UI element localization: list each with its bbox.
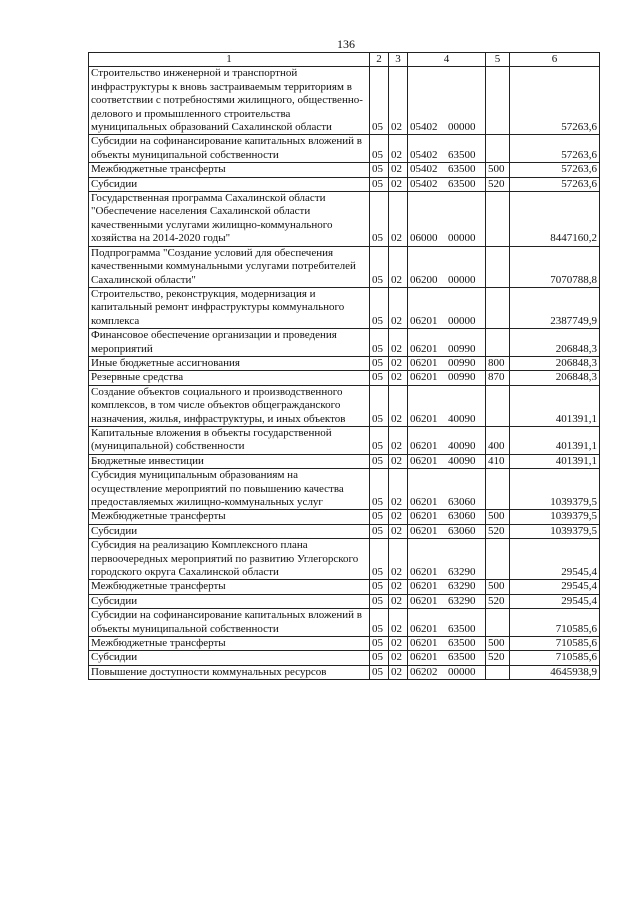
row-target-code xyxy=(408,609,486,637)
row-target-code-program: 06000 xyxy=(410,232,438,245)
table-row xyxy=(89,192,600,247)
table-row xyxy=(89,246,600,287)
row-target-code-program: 06201 xyxy=(410,651,438,664)
row-target-code-program: 06200 xyxy=(410,273,438,286)
row-expense-type: 870 xyxy=(486,371,510,385)
row-amount: 401391,1 xyxy=(510,385,600,426)
row-target-code-item: 00000 xyxy=(448,273,476,286)
budget-table xyxy=(88,52,600,680)
row-target-code-program: 06201 xyxy=(410,454,438,467)
row-expense-type: 520 xyxy=(486,594,510,608)
row-subsection: 02 xyxy=(389,426,408,454)
row-target-code xyxy=(408,665,486,679)
row-subsection: 02 xyxy=(389,246,408,287)
row-target-code xyxy=(408,651,486,665)
row-name: Финансовое обеспечение организации и проведения мероприятий xyxy=(89,329,370,357)
row-subsection: 02 xyxy=(389,67,408,135)
row-section: 05 xyxy=(370,67,389,135)
row-amount: 4645938,9 xyxy=(510,665,600,679)
row-target-code-item: 00000 xyxy=(448,121,476,134)
row-section: 05 xyxy=(370,594,389,608)
row-target-code xyxy=(408,192,486,247)
row-amount: 2387749,9 xyxy=(510,287,600,328)
row-name: Межбюджетные трансферты xyxy=(89,163,370,177)
row-target-code-program: 05402 xyxy=(410,148,438,161)
row-target-code-program: 06201 xyxy=(410,524,438,537)
row-section: 05 xyxy=(370,287,389,328)
table-header-row xyxy=(89,53,600,67)
row-target-code-item: 00990 xyxy=(448,342,476,355)
row-name: Субсидии xyxy=(89,594,370,608)
row-amount: 57263,6 xyxy=(510,135,600,163)
column-header-3: 3 xyxy=(389,53,408,67)
row-section: 05 xyxy=(370,385,389,426)
row-target-code-program: 06201 xyxy=(410,594,438,607)
table-row xyxy=(89,609,600,637)
row-name: Создание объектов социального и производственного комплексов, в том числе объектов общегражданского назначения, жилья, инфраструктуры, и иных объектов xyxy=(89,385,370,426)
row-subsection: 02 xyxy=(389,192,408,247)
row-expense-type xyxy=(486,665,510,679)
row-name: Субсидии xyxy=(89,177,370,191)
row-target-code-program: 06201 xyxy=(410,566,438,579)
row-name: Строительство инженерной и транспортной инфраструктуры к вновь застраиваемым территориям в соответствии с потребностями жилищного, общественно-делового и промышленного строительства муниципальных образований Сахалинской области xyxy=(89,67,370,135)
row-target-code-item: 63500 xyxy=(448,651,476,664)
row-subsection: 02 xyxy=(389,594,408,608)
row-target-code-item: 63500 xyxy=(448,622,476,635)
row-amount: 1039379,5 xyxy=(510,524,600,538)
row-amount: 57263,6 xyxy=(510,163,600,177)
row-name: Строительство, реконструкция, модернизация и капитальный ремонт инфраструктуры коммунального комплекса xyxy=(89,287,370,328)
column-header-6: 6 xyxy=(510,53,600,67)
row-name: Иные бюджетные ассигнования xyxy=(89,356,370,370)
row-subsection: 02 xyxy=(389,177,408,191)
table-row xyxy=(89,665,600,679)
row-target-code-item: 63290 xyxy=(448,566,476,579)
row-expense-type: 500 xyxy=(486,637,510,651)
row-section: 05 xyxy=(370,163,389,177)
row-target-code-item: 00990 xyxy=(448,356,476,369)
row-subsection: 02 xyxy=(389,609,408,637)
row-target-code xyxy=(408,163,486,177)
row-expense-type xyxy=(486,287,510,328)
row-amount: 29545,4 xyxy=(510,539,600,580)
row-target-code-program: 06201 xyxy=(410,356,438,369)
row-target-code-program: 06201 xyxy=(410,412,438,425)
row-target-code xyxy=(408,510,486,524)
row-target-code-program: 06201 xyxy=(410,314,438,327)
row-expense-type: 520 xyxy=(486,177,510,191)
row-amount: 206848,3 xyxy=(510,356,600,370)
row-target-code-item: 40090 xyxy=(448,440,476,453)
row-target-code-program: 06201 xyxy=(410,622,438,635)
row-amount: 57263,6 xyxy=(510,67,600,135)
row-section: 05 xyxy=(370,651,389,665)
row-amount: 206848,3 xyxy=(510,371,600,385)
row-subsection: 02 xyxy=(389,580,408,594)
row-target-code-program: 06201 xyxy=(410,371,438,384)
row-name: Межбюджетные трансферты xyxy=(89,510,370,524)
table-row xyxy=(89,371,600,385)
row-target-code-item: 63060 xyxy=(448,496,476,508)
column-header-2: 2 xyxy=(370,53,389,67)
row-target-code-program: 05402 xyxy=(410,163,438,176)
table-row xyxy=(89,469,600,510)
row-amount: 7070788,8 xyxy=(510,246,600,287)
row-expense-type xyxy=(486,469,510,510)
table-row xyxy=(89,454,600,468)
row-target-code-item: 40090 xyxy=(448,412,476,425)
row-target-code xyxy=(408,356,486,370)
row-target-code-item: 40090 xyxy=(448,454,476,467)
row-name: Бюджетные инвестиции xyxy=(89,454,370,468)
row-section: 05 xyxy=(370,356,389,370)
row-target-code-item: 63500 xyxy=(448,148,476,161)
row-subsection: 02 xyxy=(389,135,408,163)
row-target-code-program: 06201 xyxy=(410,637,438,650)
row-section: 05 xyxy=(370,510,389,524)
row-name: Субсидии на софинансирование капитальных вложений в объекты муниципальной собственности xyxy=(89,609,370,637)
row-expense-type xyxy=(486,539,510,580)
row-target-code xyxy=(408,594,486,608)
row-amount: 29545,4 xyxy=(510,594,600,608)
table-row xyxy=(89,539,600,580)
row-section: 05 xyxy=(370,539,389,580)
row-target-code-program: 05402 xyxy=(410,177,438,190)
row-target-code-item: 00000 xyxy=(448,314,476,327)
row-section: 05 xyxy=(370,580,389,594)
row-target-code-program: 06201 xyxy=(410,440,438,453)
row-target-code xyxy=(408,67,486,135)
row-target-code xyxy=(408,580,486,594)
row-target-code xyxy=(408,135,486,163)
row-subsection: 02 xyxy=(389,524,408,538)
table-row xyxy=(89,510,600,524)
row-section: 05 xyxy=(370,135,389,163)
row-target-code-item: 63500 xyxy=(448,163,476,176)
row-expense-type xyxy=(486,609,510,637)
row-target-code-program: 06202 xyxy=(410,665,438,678)
row-expense-type xyxy=(486,385,510,426)
row-section: 05 xyxy=(370,192,389,247)
row-amount: 206848,3 xyxy=(510,329,600,357)
row-name: Субсидия на реализацию Комплексного плана первоочередных мероприятий по развитию Углегорского городского округа Сахалинской области xyxy=(89,539,370,580)
row-expense-type xyxy=(486,246,510,287)
row-target-code xyxy=(408,426,486,454)
row-amount: 57263,6 xyxy=(510,177,600,191)
row-amount: 710585,6 xyxy=(510,609,600,637)
row-target-code-program: 05402 xyxy=(410,121,438,134)
row-name: Капитальные вложения в объекты государственной (муниципальной) собственности xyxy=(89,426,370,454)
row-expense-type: 500 xyxy=(486,580,510,594)
table-row xyxy=(89,637,600,651)
table-row xyxy=(89,594,600,608)
row-subsection: 02 xyxy=(389,329,408,357)
row-amount: 710585,6 xyxy=(510,651,600,665)
row-subsection: 02 xyxy=(389,651,408,665)
row-expense-type: 520 xyxy=(486,651,510,665)
row-name: Межбюджетные трансферты xyxy=(89,580,370,594)
row-amount: 29545,4 xyxy=(510,580,600,594)
table-row xyxy=(89,67,600,135)
row-amount: 401391,1 xyxy=(510,454,600,468)
row-name: Межбюджетные трансферты xyxy=(89,637,370,651)
row-section: 05 xyxy=(370,665,389,679)
table-row xyxy=(89,356,600,370)
column-header-5: 5 xyxy=(486,53,510,67)
row-expense-type xyxy=(486,67,510,135)
row-target-code xyxy=(408,371,486,385)
row-target-code-program: 06201 xyxy=(410,496,438,508)
row-subsection: 02 xyxy=(389,287,408,328)
row-target-code xyxy=(408,524,486,538)
row-name: Субсидии xyxy=(89,524,370,538)
row-expense-type: 410 xyxy=(486,454,510,468)
row-subsection: 02 xyxy=(389,469,408,510)
table-row xyxy=(89,651,600,665)
row-target-code-item: 00990 xyxy=(448,371,476,384)
row-target-code-item: 63290 xyxy=(448,594,476,607)
row-name: Подпрограмма "Создание условий для обеспечения качественными коммунальными услугами потребителей Сахалинской области" xyxy=(89,246,370,287)
row-expense-type xyxy=(486,192,510,247)
row-target-code-program: 06201 xyxy=(410,342,438,355)
row-subsection: 02 xyxy=(389,356,408,370)
row-target-code xyxy=(408,246,486,287)
table-row xyxy=(89,163,600,177)
row-expense-type: 520 xyxy=(486,524,510,538)
row-target-code xyxy=(408,177,486,191)
row-amount: 8447160,2 xyxy=(510,192,600,247)
row-expense-type xyxy=(486,329,510,357)
row-target-code xyxy=(408,539,486,580)
budget-table-body xyxy=(89,53,600,680)
table-row xyxy=(89,177,600,191)
row-section: 05 xyxy=(370,524,389,538)
row-amount: 1039379,5 xyxy=(510,510,600,524)
row-target-code xyxy=(408,329,486,357)
row-target-code xyxy=(408,385,486,426)
row-amount: 1039379,5 xyxy=(510,469,600,510)
row-target-code xyxy=(408,637,486,651)
row-section: 05 xyxy=(370,329,389,357)
row-name: Субсидии xyxy=(89,651,370,665)
row-subsection: 02 xyxy=(389,454,408,468)
table-row xyxy=(89,385,600,426)
table-row xyxy=(89,580,600,594)
row-name: Субсидии на софинансирование капитальных вложений в объекты муниципальной собственности xyxy=(89,135,370,163)
row-name: Субсидия муниципальным образованиям на осуществление мероприятий по повышению качества предоставляемых жилищно-коммунальных услуг xyxy=(89,469,370,510)
row-section: 05 xyxy=(370,246,389,287)
row-expense-type: 400 xyxy=(486,426,510,454)
column-header-4: 4 xyxy=(408,53,486,67)
row-section: 05 xyxy=(370,371,389,385)
row-expense-type: 500 xyxy=(486,510,510,524)
table-row xyxy=(89,329,600,357)
row-subsection: 02 xyxy=(389,371,408,385)
row-section: 05 xyxy=(370,426,389,454)
row-section: 05 xyxy=(370,469,389,510)
row-target-code-program: 06201 xyxy=(410,580,438,593)
row-section: 05 xyxy=(370,609,389,637)
table-row xyxy=(89,135,600,163)
row-section: 05 xyxy=(370,637,389,651)
row-target-code-item: 63500 xyxy=(448,177,476,190)
row-subsection: 02 xyxy=(389,665,408,679)
row-target-code-item: 00000 xyxy=(448,665,476,678)
table-row xyxy=(89,524,600,538)
row-subsection: 02 xyxy=(389,510,408,524)
row-target-code-item: 63500 xyxy=(448,637,476,650)
page-number: 136 xyxy=(337,37,355,51)
row-target-code xyxy=(408,469,486,510)
row-expense-type xyxy=(486,135,510,163)
row-section: 05 xyxy=(370,454,389,468)
row-subsection: 02 xyxy=(389,163,408,177)
row-target-code-item: 63060 xyxy=(448,524,476,537)
row-amount: 401391,1 xyxy=(510,426,600,454)
row-amount: 710585,6 xyxy=(510,637,600,651)
row-target-code-item: 63290 xyxy=(448,580,476,593)
row-name: Государственная программа Сахалинской области "Обеспечение населения Сахалинской области качественными услугами жилищно-коммунального хозяйства на 2014-2020 годы" xyxy=(89,192,370,247)
row-name: Повышение доступности коммунальных ресурсов xyxy=(89,665,370,679)
row-section: 05 xyxy=(370,177,389,191)
row-expense-type: 800 xyxy=(486,356,510,370)
row-name: Резервные средства xyxy=(89,371,370,385)
table-row xyxy=(89,426,600,454)
row-subsection: 02 xyxy=(389,637,408,651)
table-row xyxy=(89,287,600,328)
row-expense-type: 500 xyxy=(486,163,510,177)
row-target-code-item: 00000 xyxy=(448,232,476,245)
row-target-code-program: 06201 xyxy=(410,510,438,523)
row-subsection: 02 xyxy=(389,385,408,426)
row-target-code xyxy=(408,454,486,468)
row-target-code xyxy=(408,287,486,328)
row-target-code-item: 63060 xyxy=(448,510,476,523)
column-header-1: 1 xyxy=(89,53,370,67)
row-subsection: 02 xyxy=(389,539,408,580)
